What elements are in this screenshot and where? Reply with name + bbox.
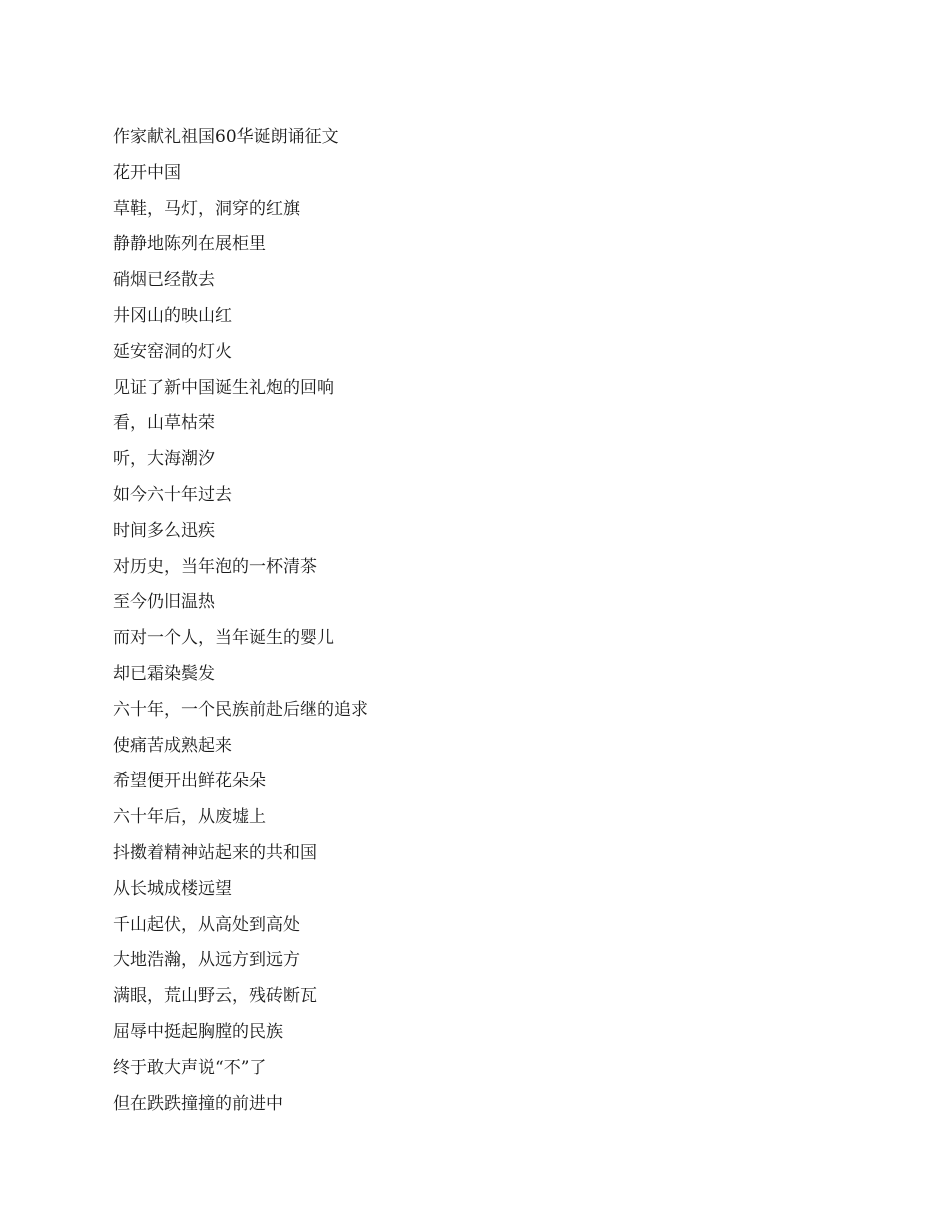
poem-line: 如今六十年过去 bbox=[113, 484, 232, 505]
poem-line: 抖擞着精神站起来的共和国 bbox=[113, 842, 317, 863]
poem-line: 见证了新中国诞生礼炮的回响 bbox=[113, 377, 334, 398]
poem-line: 但在跌跌撞撞的前进中 bbox=[113, 1093, 283, 1114]
poem-line: 希望便开出鲜花朵朵 bbox=[113, 771, 266, 792]
poem-title: 花开中国 bbox=[113, 162, 181, 183]
poem-line: 大地浩瀚，从远方到远方 bbox=[113, 950, 300, 971]
poem-line: 看，山草枯荣 bbox=[113, 413, 215, 434]
poem-line: 六十年后，从废墟上 bbox=[113, 807, 266, 828]
poem-line: 时间多么迅疾 bbox=[113, 520, 215, 541]
poem-line: 屈辱中挺起胸膛的民族 bbox=[113, 1021, 283, 1042]
poem-line: 却已霜染鬓发 bbox=[113, 663, 215, 684]
poem-line: 对历史，当年泡的一杯清茶 bbox=[113, 556, 317, 577]
document-title: 作家献礼祖国60华诞朗诵征文 bbox=[113, 127, 339, 147]
poem-line: 听，大海潮汐 bbox=[113, 449, 215, 470]
poem-line: 满眼，荒山野云，残砖断瓦 bbox=[113, 986, 317, 1007]
poem-line: 延安窑洞的灯火 bbox=[113, 341, 232, 362]
poem-line: 六十年，一个民族前赴后继的追求 bbox=[113, 699, 368, 720]
poem-line: 草鞋，马灯，洞穿的红旗 bbox=[113, 198, 300, 219]
poem-line: 从长城成楼远望 bbox=[113, 878, 232, 899]
poem-line: 硝烟已经散去 bbox=[113, 270, 215, 291]
poem-line: 井冈山的映山红 bbox=[113, 305, 232, 326]
poem-line: 终于敢大声说“不”了 bbox=[113, 1057, 267, 1078]
poem-line: 而对一个人，当年诞生的婴儿 bbox=[113, 628, 334, 649]
poem-text bbox=[113, 122, 833, 1124]
poem-line: 至今仍旧温热 bbox=[113, 592, 215, 613]
poem-line: 千山起伏，从高处到高处 bbox=[113, 914, 300, 935]
poem-line: 静静地陈列在展柜里 bbox=[113, 234, 266, 255]
poem-line: 使痛苦成熟起来 bbox=[113, 735, 232, 756]
